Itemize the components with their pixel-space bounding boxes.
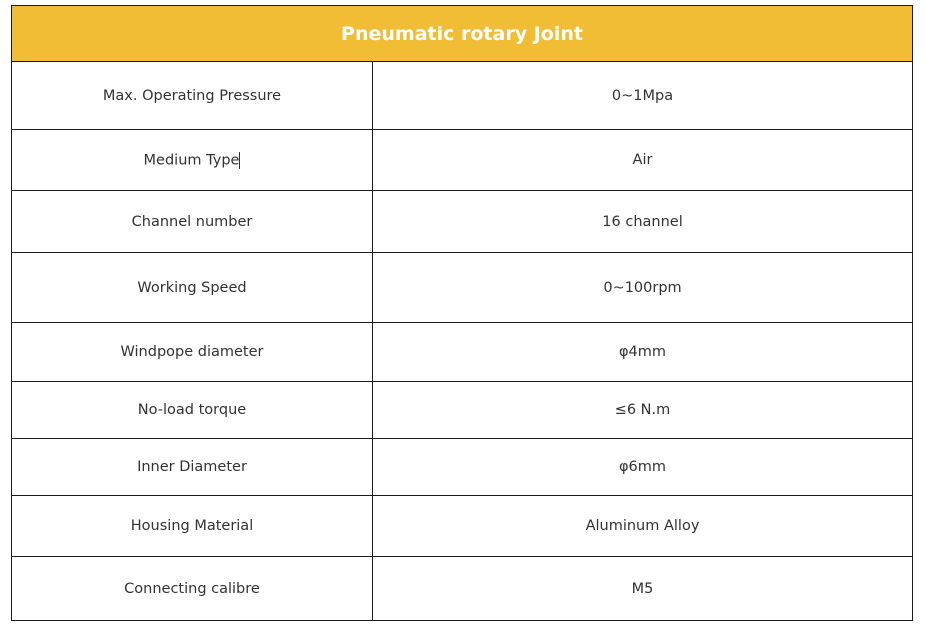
row-label: Max. Operating Pressure [12, 62, 373, 130]
table-row [12, 496, 913, 557]
row-label: Housing Material [12, 496, 373, 557]
table-row [12, 253, 913, 323]
row-value: Aluminum Alloy [373, 496, 913, 557]
table-row [12, 439, 913, 496]
table-row [12, 557, 913, 621]
row-label: Connecting calibre [12, 557, 373, 621]
row-value: 16 channel [373, 191, 913, 253]
row-label: No-load torque [12, 382, 373, 439]
row-label: Inner Diameter [12, 439, 373, 496]
table-row [12, 130, 913, 191]
table-title: Pneumatic rotary Joint [12, 6, 913, 62]
row-label: Medium Type [143, 152, 240, 168]
row-label: Channel number [12, 191, 373, 253]
table-row [12, 191, 913, 253]
row-value: ≤6 N.m [373, 382, 913, 439]
row-label: Windpope diameter [12, 323, 373, 382]
row-value: 0~1Mpa [373, 62, 913, 130]
table-header-row [12, 6, 913, 62]
row-value: Air [373, 130, 913, 191]
row-label: Working Speed [12, 253, 373, 323]
row-value: 0~100rpm [373, 253, 913, 323]
table-row [12, 323, 913, 382]
row-value: φ6mm [373, 439, 913, 496]
row-value: M5 [373, 557, 913, 621]
row-value: φ4mm [373, 323, 913, 382]
table-row [12, 62, 913, 130]
text-cursor [239, 152, 240, 169]
row-label-cell[interactable] [12, 130, 373, 191]
table-row [12, 382, 913, 439]
spec-table [11, 5, 913, 621]
